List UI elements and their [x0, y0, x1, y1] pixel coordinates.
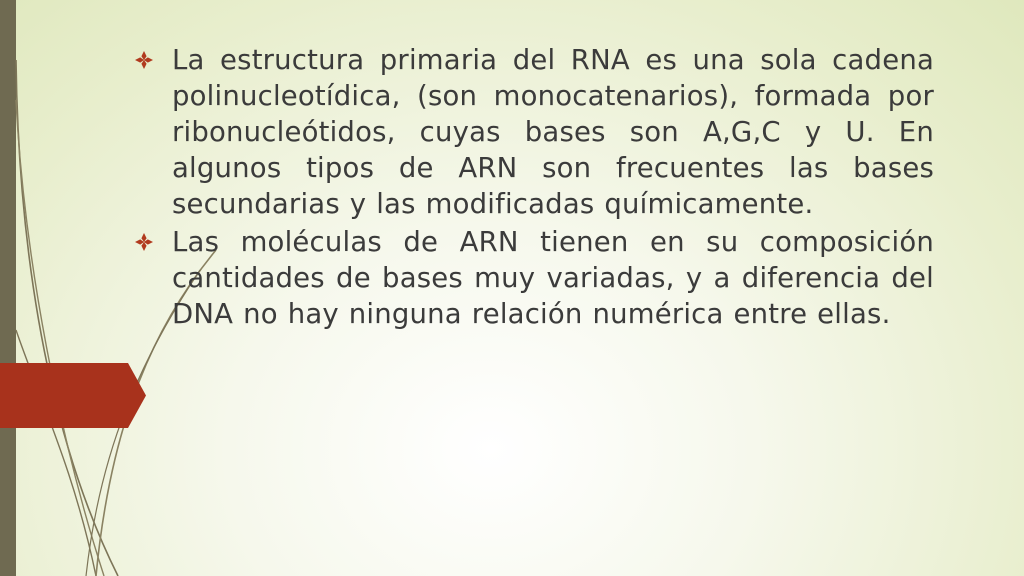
- accent-tab: [0, 363, 146, 428]
- diamond-bullet-icon: [134, 224, 172, 260]
- bullet-list: [134, 42, 934, 334]
- bullet-text: Las moléculas de ARN tienen en su composición cantidades de bases muy variadas, y a diferencia del DNA no hay ninguna relación numérica entre ellas.: [172, 226, 934, 330]
- bullet-item-2: [134, 224, 934, 332]
- diamond-bullet-icon: [134, 42, 172, 78]
- bullet-item-1: [134, 42, 934, 222]
- bullet-text: La estructura primaria del RNA es una sola cadena polinucleotídica, (son monocatenarios), formada por ribonucleótidos, cuyas bases son A,G,C y U. En algunos tipos de ARN son frecuentes las bases secundarias y las modificadas químicamente.: [172, 44, 934, 220]
